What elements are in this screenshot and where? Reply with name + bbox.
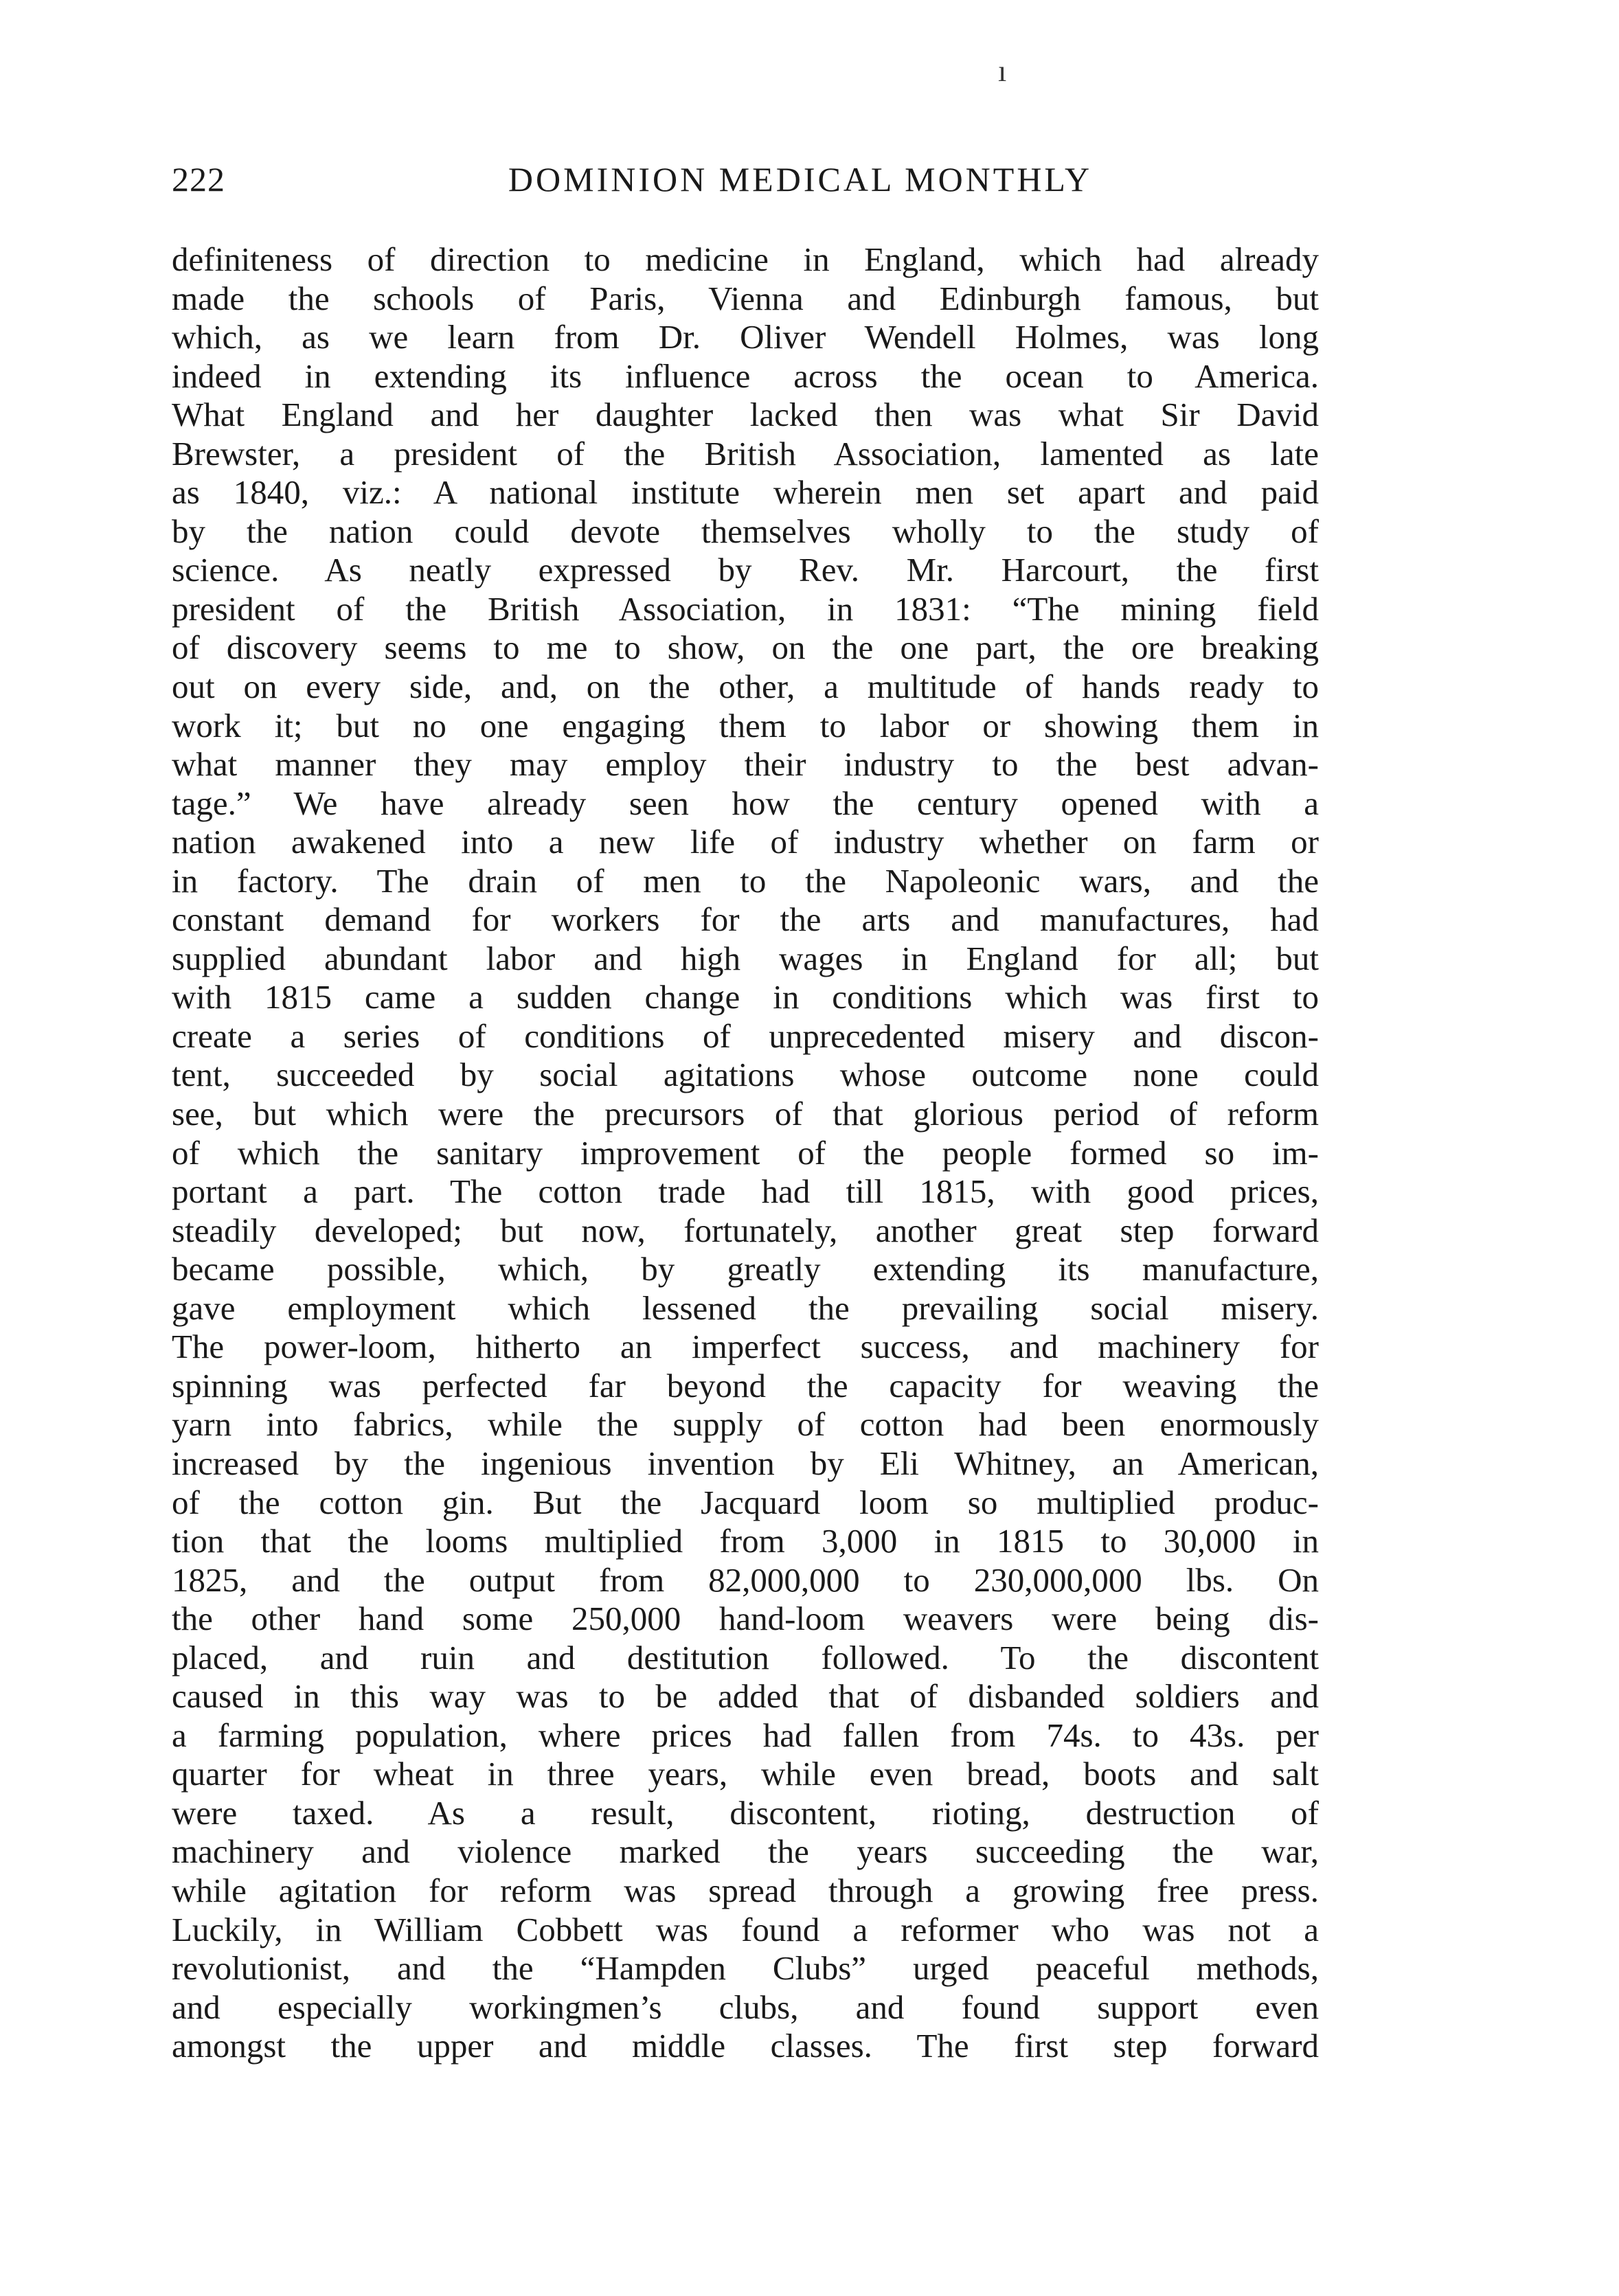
text-line: tage.” We have already seen how the century opened with a [172,784,1319,822]
text-line: out on every side, and, on the other, a multitude of hands ready to [172,668,1319,706]
text-line: constant demand for workers for the arts and manufactures, had [172,900,1319,939]
text-line: were taxed. As a result, discontent, rioting, destruction of [172,1793,1319,1832]
text-line: in factory. The drain of men to the Napoleonic wars, and the [172,861,1319,900]
text-line: Brewster, a president of the British Association, lamented as late [172,434,1319,473]
body-text [172,240,1319,2066]
text-line: spinning was perfected far beyond the capacity for weaving the [172,1366,1319,1405]
text-line: machinery and violence marked the years succeeding the war, [172,1832,1319,1871]
text-line: made the schools of Paris, Vienna and Edinburgh famous, but [172,279,1319,317]
text-line: indeed in extending its influence across the ocean to America. [172,356,1319,395]
page-number: 222 [172,160,225,198]
text-line: portant a part. The cotton trade had till 1815, with good prices, [172,1172,1319,1211]
text-line: of which the sanitary improvement of the people formed so im- [172,1133,1319,1172]
text-line: which, as we learn from Dr. Oliver Wendell Holmes, was long [172,318,1319,356]
text-line: with 1815 came a sudden change in conditions which was first to [172,978,1319,1016]
text-line: what manner they may employ their industry to the best advan- [172,745,1319,784]
running-head-title: DOMINION MEDICAL MONTHLY [508,160,1093,198]
text-line: increased by the ingenious invention by Eli Whitney, an American, [172,1444,1319,1482]
text-line: tent, succeeded by social agitations whose outcome none could [172,1056,1319,1094]
text-line: and especially workingmen’s clubs, and found support even [172,1988,1319,2026]
text-line: while agitation for reform was spread through a growing free press. [172,1871,1319,1909]
text-line: revolutionist, and the “Hampden Clubs” urged peaceful methods, [172,1949,1319,1988]
stray-ink-mark: ı [998,54,1007,88]
text-line: president of the British Association, in 1831: “The mining field [172,589,1319,628]
text-line: 1825, and the output from 82,000,000 to 230,000,000 lbs. On [172,1560,1319,1599]
text-line: quarter for wheat in three years, while even bread, boots and salt [172,1755,1319,1793]
text-line: amongst the upper and middle classes. The first step forward [172,2027,1319,2065]
text-line: tion that the looms multiplied from 3,000 in 1815 to 30,000 in [172,1522,1319,1560]
text-line: steadily developed; but now, fortunately, another great step forward [172,1211,1319,1249]
text-line: placed, and ruin and destitution followed. To the discontent [172,1638,1319,1676]
text-line: caused in this way was to be added that of disbanded soldiers and [172,1677,1319,1716]
page-header [172,159,1319,207]
text-line: a farming population, where prices had fallen from 74s. to 43s. per [172,1716,1319,1754]
text-line: see, but which were the precursors of that glorious period of reform [172,1095,1319,1133]
text-line: of the cotton gin. But the Jacquard loom so multiplied produc- [172,1483,1319,1521]
text-line: work it; but no one engaging them to labor or showing them in [172,706,1319,745]
text-line: supplied abundant labor and high wages in England for all; but [172,939,1319,977]
text-line: the other hand some 250,000 hand-loom weavers were being dis- [172,1600,1319,1638]
text-line: as 1840, viz.: A national institute wherein men set apart and paid [172,473,1319,512]
text-line: of discovery seems to me to show, on the one part, the ore breaking [172,628,1319,667]
text-line: The power-loom, hitherto an imperfect success, and machinery for [172,1328,1319,1366]
text-line: science. As neatly expressed by Rev. Mr. Harcourt, the first [172,551,1319,589]
text-line: Luckily, in William Cobbett was found a reformer who was not a [172,1910,1319,1948]
text-line: became possible, which, by greatly extending its manufacture, [172,1250,1319,1288]
text-line: create a series of conditions of unprecedented misery and discon- [172,1016,1319,1055]
text-line: nation awakened into a new life of industry whether on farm or [172,823,1319,861]
text-line: gave employment which lessened the prevailing social misery. [172,1288,1319,1327]
text-line: definiteness of direction to medicine in England, which had already [172,240,1319,278]
text-line: What England and her daughter lacked then was what Sir David [172,396,1319,434]
text-line: yarn into fabrics, while the supply of cotton had been enormously [172,1405,1319,1444]
text-line: by the nation could devote themselves wholly to the study of [172,512,1319,550]
